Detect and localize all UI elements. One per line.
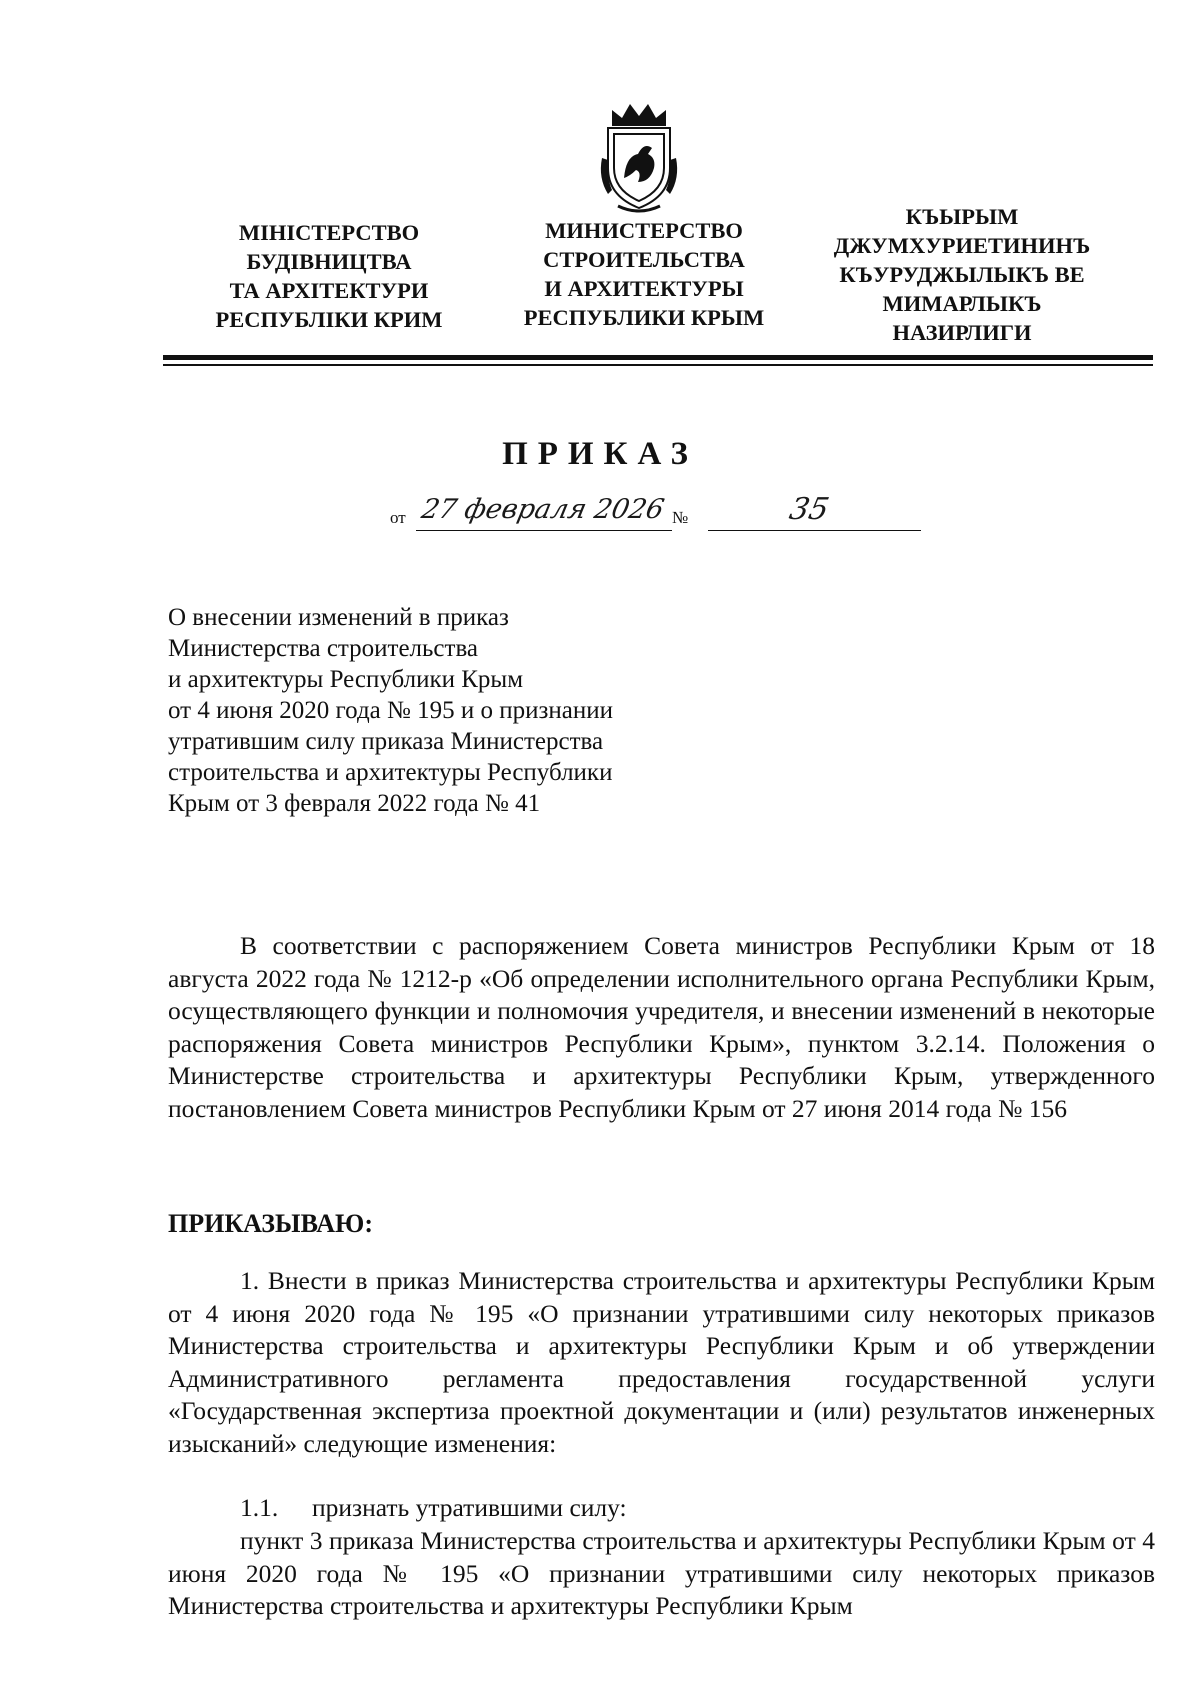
number-underline: [708, 530, 921, 531]
number-prefix: №: [672, 508, 689, 527]
header-line: ТА АРХІТЕКТУРИ: [229, 278, 429, 303]
paragraph-1-1-text: признать утратившими силу:: [312, 1493, 627, 1522]
date-underline: [416, 530, 672, 531]
header-line: СТРОИТЕЛЬСТВА: [543, 247, 745, 272]
ministry-name-ukrainian: [198, 218, 460, 334]
subject-line: Крым от 3 февраля 2022 года № 41: [168, 790, 541, 817]
subject-line: Министерства строительства: [168, 635, 479, 662]
ministry-name-russian: [508, 216, 780, 332]
crimea-coat-of-arms-icon: [598, 98, 680, 213]
header-line: МИНИСТЕРСТВО: [545, 218, 743, 243]
header-line: КЪУРУДЖЫЛЫКЪ ВЕ: [839, 262, 1085, 287]
subject-line: от 4 июня 2020 года № 195 и о признании: [168, 697, 613, 724]
handwritten-date: 27 февраля 2026: [418, 494, 667, 525]
header-line: И АРХИТЕКТУРЫ: [544, 276, 744, 301]
header-line: МІНІСТЕРСТВО: [238, 220, 420, 245]
header-line: БУДІВНИЦТВА: [246, 249, 412, 274]
header-line: РЕСПУБЛІКИ КРИМ: [215, 307, 443, 332]
handwritten-number: 35: [786, 492, 832, 527]
subject-line: утратившим силу приказа Министерства: [168, 728, 604, 755]
paragraph-1-1-number: 1.1.: [240, 1493, 279, 1522]
header-line: РЕСПУБЛИКИ КРЫМ: [523, 305, 765, 330]
paragraph-1-1-body-block: [168, 1525, 1155, 1623]
subject-line: О внесении изменений в приказ: [168, 604, 509, 631]
document-title: ПРИКАЗ: [502, 436, 698, 472]
subject-line: строительства и архитектуры Республики: [168, 759, 613, 786]
order-label: ПРИКАЗЫВАЮ:: [168, 1209, 373, 1238]
header-divider-thick: [163, 355, 1153, 360]
document-subject: [168, 602, 613, 819]
header-line: НАЗИРЛИГИ: [892, 320, 1032, 345]
paragraph-1: 1. Внести в приказ Министерства строительства и архитектуры Республики Крым от 4 июня 2020 года № 195 «О признании утратившими силу некоторых приказов Министерства строительства и архитектуры Республики Крым и об утверждении Административного регламента предоставления государственной услуги «Государственная экспертиза проектной документации и (или) результатов инженерных изысканий» следующие изменения:: [168, 1266, 1155, 1458]
paragraph-1-1: [240, 1493, 627, 1523]
paragraph-1-1-body: пункт 3 приказа Министерства строительства и архитектуры Республики Крым от 4 июня 2020 года № 195 «О признании утратившими силу некоторых приказов Министерства строительства и архитектуры Республики Крым: [168, 1526, 1155, 1620]
header-line: КЪЫРЫМ: [905, 204, 1019, 229]
paragraph-1-block: [168, 1265, 1155, 1460]
header-line: МИМАРЛЫКЪ: [882, 291, 1042, 316]
date-prefix: от: [390, 508, 406, 527]
ministry-name-crimean-tatar: [812, 202, 1112, 347]
header-divider-thin: [163, 364, 1153, 366]
header-line: ДЖУМХУРИЕТИНИНЪ: [833, 233, 1091, 258]
preamble-block: [168, 930, 1155, 1125]
subject-line: и архитектуры Республики Крым: [168, 666, 524, 693]
preamble-paragraph: В соответствии с распоряжением Совета министров Республики Крым от 18 августа 2022 года № 1212-р «Об определении исполнительного органа Республики Крым, осуществляющего функции и полномочия учредителя, и внесении изменений в некоторые распоряжения Совета министров Республики Крым», пунктом 3.2.14. Положения о Министерстве строительства и архитектуры Республики Крым, утвержденного постановлением Совета министров Республики Крым от 27 июня 2014 года № 156: [168, 931, 1155, 1123]
